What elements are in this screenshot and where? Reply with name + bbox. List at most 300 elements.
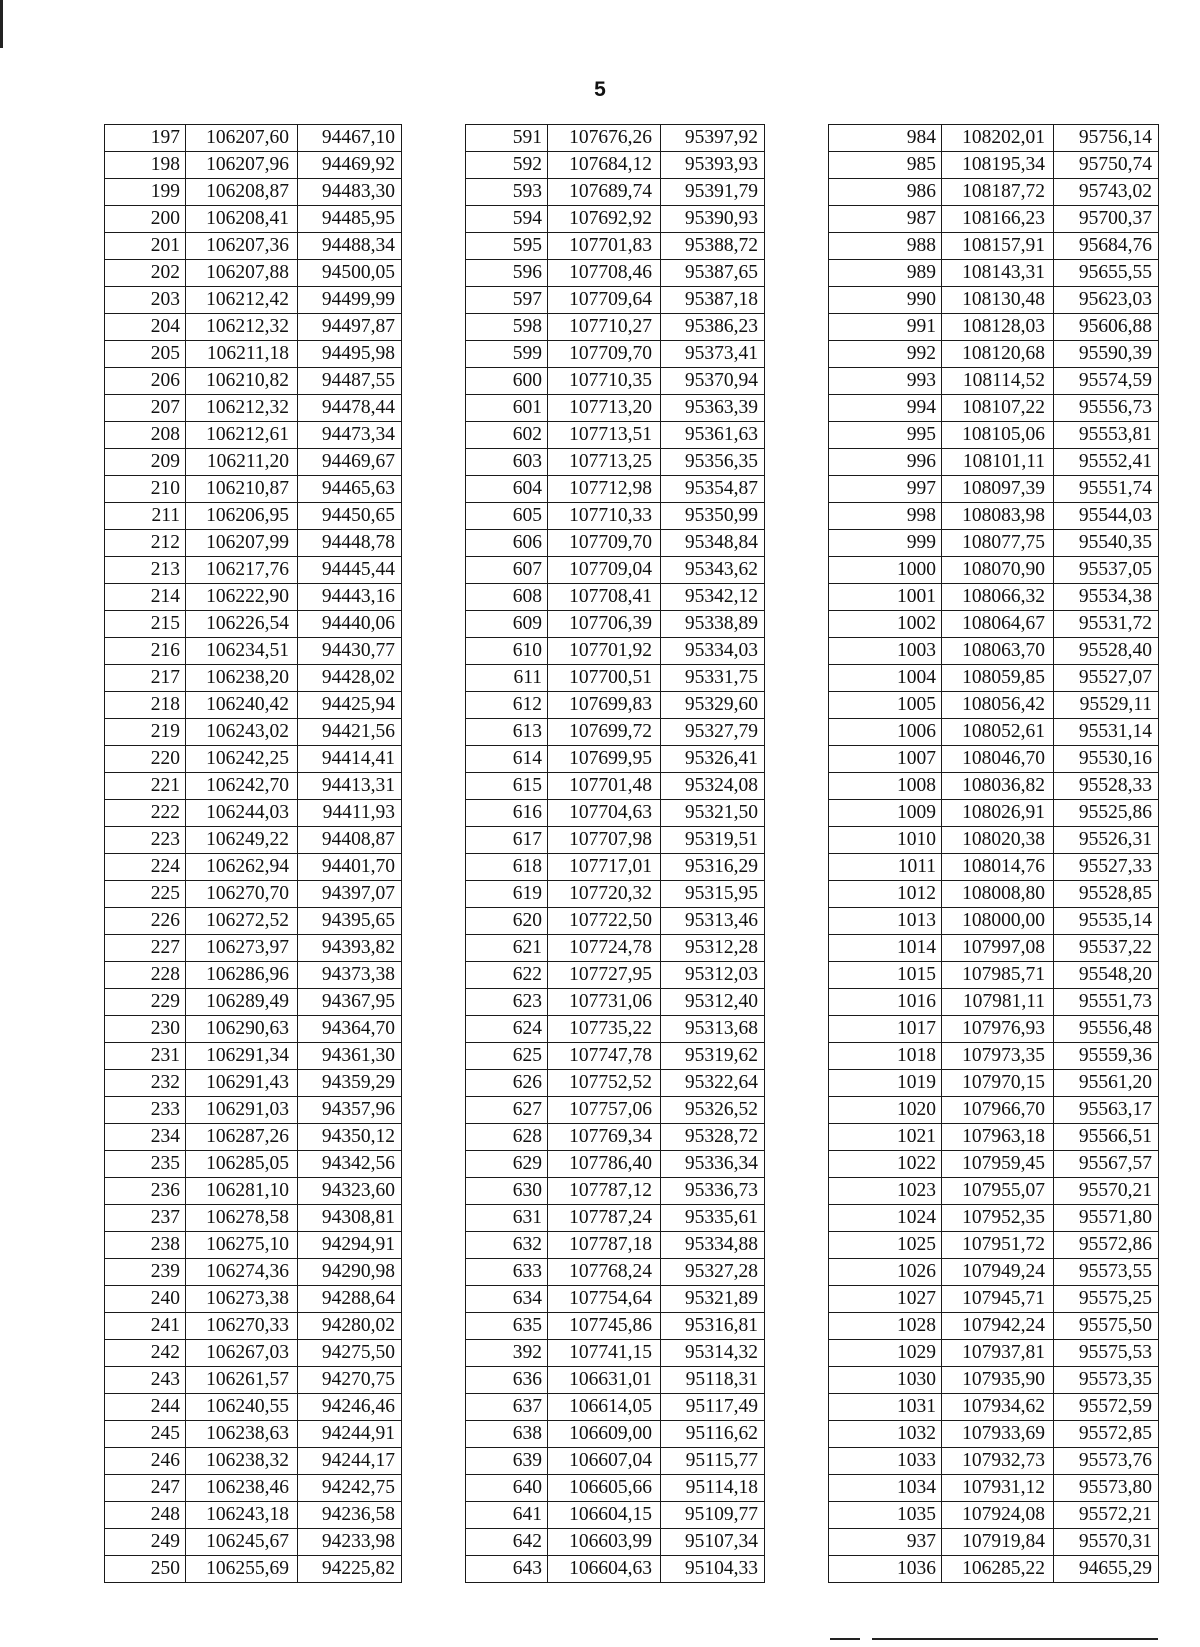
y-coordinate-cell: 95529,11: [1054, 692, 1159, 719]
point-number-cell: 985: [829, 152, 942, 179]
point-number-cell: 601: [466, 395, 548, 422]
point-number-cell: 213: [105, 557, 186, 584]
point-number-cell: 247: [105, 1475, 186, 1502]
x-coordinate-cell: 106631,01: [548, 1367, 661, 1394]
table-row: [105, 1286, 402, 1313]
point-number-cell: 231: [105, 1043, 186, 1070]
table-row: [105, 206, 402, 233]
x-coordinate-cell: 107933,69: [942, 1421, 1054, 1448]
point-number-cell: 210: [105, 476, 186, 503]
table-row: [105, 287, 402, 314]
point-number-cell: 999: [829, 530, 942, 557]
x-coordinate-cell: 108128,03: [942, 314, 1054, 341]
point-number-cell: 612: [466, 692, 548, 719]
table-row: [466, 503, 765, 530]
y-coordinate-cell: 94414,41: [298, 746, 402, 773]
point-number-cell: 211: [105, 503, 186, 530]
point-number-cell: 987: [829, 206, 942, 233]
point-number-cell: 635: [466, 1313, 548, 1340]
table-row: [105, 1340, 402, 1367]
point-number-cell: 240: [105, 1286, 186, 1313]
y-coordinate-cell: 95551,74: [1054, 476, 1159, 503]
y-coordinate-cell: 94430,77: [298, 638, 402, 665]
table-row: [105, 908, 402, 935]
point-number-cell: 1002: [829, 611, 942, 638]
table-row: [466, 854, 765, 881]
y-coordinate-cell: 95561,20: [1054, 1070, 1159, 1097]
table-row: [829, 611, 1159, 638]
table-row: [829, 773, 1159, 800]
x-coordinate-cell: 108083,98: [942, 503, 1054, 530]
point-number-cell: 1000: [829, 557, 942, 584]
y-coordinate-cell: 95313,46: [661, 908, 765, 935]
table-row: [105, 1367, 402, 1394]
x-coordinate-cell: 107752,52: [548, 1070, 661, 1097]
x-coordinate-cell: 107973,35: [942, 1043, 1054, 1070]
y-coordinate-cell: 95530,16: [1054, 746, 1159, 773]
point-number-cell: 223: [105, 827, 186, 854]
point-number-cell: 608: [466, 584, 548, 611]
table-row: [829, 260, 1159, 287]
y-coordinate-cell: 95329,60: [661, 692, 765, 719]
table-row: [829, 1259, 1159, 1286]
x-coordinate-cell: 106212,42: [186, 287, 298, 314]
y-coordinate-cell: 95107,34: [661, 1529, 765, 1556]
y-coordinate-cell: 95116,62: [661, 1421, 765, 1448]
point-number-cell: 242: [105, 1340, 186, 1367]
point-number-cell: 610: [466, 638, 548, 665]
y-coordinate-cell: 95573,76: [1054, 1448, 1159, 1475]
table-row: [105, 1205, 402, 1232]
point-number-cell: 986: [829, 179, 942, 206]
table-row: [466, 1124, 765, 1151]
x-coordinate-cell: 107997,08: [942, 935, 1054, 962]
point-number-cell: 984: [829, 125, 942, 152]
x-coordinate-cell: 107951,72: [942, 1232, 1054, 1259]
x-coordinate-cell: 107787,18: [548, 1232, 661, 1259]
table-row: [466, 341, 765, 368]
point-number-cell: 226: [105, 908, 186, 935]
table-row: [105, 1016, 402, 1043]
point-number-cell: 622: [466, 962, 548, 989]
x-coordinate-cell: 106273,38: [186, 1286, 298, 1313]
y-coordinate-cell: 94469,92: [298, 152, 402, 179]
y-coordinate-cell: 94270,75: [298, 1367, 402, 1394]
y-coordinate-cell: 94290,98: [298, 1259, 402, 1286]
x-coordinate-cell: 108120,68: [942, 341, 1054, 368]
point-number-cell: 632: [466, 1232, 548, 1259]
table-row: [829, 935, 1159, 962]
point-number-cell: 204: [105, 314, 186, 341]
y-coordinate-cell: 94308,81: [298, 1205, 402, 1232]
point-number-cell: 625: [466, 1043, 548, 1070]
x-coordinate-cell: 106238,20: [186, 665, 298, 692]
y-coordinate-cell: 94393,82: [298, 935, 402, 962]
y-coordinate-cell: 95336,34: [661, 1151, 765, 1178]
table-row: [829, 1178, 1159, 1205]
point-number-cell: 207: [105, 395, 186, 422]
point-number-cell: 237: [105, 1205, 186, 1232]
table-row: [829, 341, 1159, 368]
point-number-cell: 606: [466, 530, 548, 557]
point-number-cell: 221: [105, 773, 186, 800]
point-number-cell: 1013: [829, 908, 942, 935]
y-coordinate-cell: 94467,10: [298, 125, 402, 152]
y-coordinate-cell: 95334,03: [661, 638, 765, 665]
x-coordinate-cell: 106212,61: [186, 422, 298, 449]
point-number-cell: 230: [105, 1016, 186, 1043]
table-row: [829, 746, 1159, 773]
x-coordinate-cell: 107709,64: [548, 287, 661, 314]
point-number-cell: 604: [466, 476, 548, 503]
y-coordinate-cell: 94359,29: [298, 1070, 402, 1097]
point-number-cell: 623: [466, 989, 548, 1016]
point-number-cell: 1036: [829, 1556, 942, 1583]
x-coordinate-cell: 106208,41: [186, 206, 298, 233]
x-coordinate-cell: 107985,71: [942, 962, 1054, 989]
point-number-cell: 232: [105, 1070, 186, 1097]
x-coordinate-cell: 108026,91: [942, 800, 1054, 827]
point-number-cell: 596: [466, 260, 548, 287]
table-row: [829, 503, 1159, 530]
table-row: [466, 692, 765, 719]
point-number-cell: 1016: [829, 989, 942, 1016]
y-coordinate-cell: 95750,74: [1054, 152, 1159, 179]
y-coordinate-cell: 95342,12: [661, 584, 765, 611]
x-coordinate-cell: 108077,75: [942, 530, 1054, 557]
y-coordinate-cell: 95313,68: [661, 1016, 765, 1043]
table-row: [829, 854, 1159, 881]
table-row: [466, 476, 765, 503]
point-number-cell: 246: [105, 1448, 186, 1475]
y-coordinate-cell: 95573,35: [1054, 1367, 1159, 1394]
y-coordinate-cell: 95314,32: [661, 1340, 765, 1367]
table-row: [829, 314, 1159, 341]
x-coordinate-cell: 107701,48: [548, 773, 661, 800]
point-number-cell: 642: [466, 1529, 548, 1556]
x-coordinate-cell: 107722,50: [548, 908, 661, 935]
x-coordinate-cell: 107713,20: [548, 395, 661, 422]
y-coordinate-cell: 95335,61: [661, 1205, 765, 1232]
table-row: [829, 638, 1159, 665]
x-coordinate-cell: 106285,22: [942, 1556, 1054, 1583]
point-number-cell: 392: [466, 1340, 548, 1367]
y-coordinate-cell: 95373,41: [661, 341, 765, 368]
x-coordinate-cell: 106211,20: [186, 449, 298, 476]
y-coordinate-cell: 94443,16: [298, 584, 402, 611]
point-number-cell: 233: [105, 1097, 186, 1124]
table-row: [829, 1421, 1159, 1448]
table-row: [105, 827, 402, 854]
table-row: [105, 233, 402, 260]
x-coordinate-cell: 108056,42: [942, 692, 1054, 719]
x-coordinate-cell: 106609,00: [548, 1421, 661, 1448]
table-row: [466, 530, 765, 557]
table-row: [105, 503, 402, 530]
table-row: [466, 719, 765, 746]
table-row: [829, 152, 1159, 179]
y-coordinate-cell: 94244,91: [298, 1421, 402, 1448]
table-row: [466, 935, 765, 962]
y-coordinate-cell: 94361,30: [298, 1043, 402, 1070]
x-coordinate-cell: 108046,70: [942, 746, 1054, 773]
point-number-cell: 593: [466, 179, 548, 206]
table-row: [466, 1232, 765, 1259]
table-row: [466, 1529, 765, 1556]
x-coordinate-cell: 108059,85: [942, 665, 1054, 692]
point-number-cell: 1001: [829, 584, 942, 611]
point-number-cell: 249: [105, 1529, 186, 1556]
table-row: [829, 476, 1159, 503]
y-coordinate-cell: 94448,78: [298, 530, 402, 557]
footer-rule-long: [872, 1638, 1158, 1640]
table-row: [105, 692, 402, 719]
y-coordinate-cell: 95328,72: [661, 1124, 765, 1151]
table-row: [466, 422, 765, 449]
point-number-cell: 250: [105, 1556, 186, 1583]
x-coordinate-cell: 107745,86: [548, 1313, 661, 1340]
point-number-cell: 1025: [829, 1232, 942, 1259]
y-coordinate-cell: 94397,07: [298, 881, 402, 908]
x-coordinate-cell: 106243,02: [186, 719, 298, 746]
table-row: [105, 665, 402, 692]
point-number-cell: 998: [829, 503, 942, 530]
table-row: [829, 989, 1159, 1016]
y-coordinate-cell: 94495,98: [298, 341, 402, 368]
x-coordinate-cell: 107934,62: [942, 1394, 1054, 1421]
y-coordinate-cell: 95756,14: [1054, 125, 1159, 152]
x-coordinate-cell: 106270,33: [186, 1313, 298, 1340]
x-coordinate-cell: 108166,23: [942, 206, 1054, 233]
point-number-cell: 992: [829, 341, 942, 368]
point-number-cell: 989: [829, 260, 942, 287]
y-coordinate-cell: 95324,08: [661, 773, 765, 800]
page-number: 5: [594, 78, 606, 101]
y-coordinate-cell: 95527,07: [1054, 665, 1159, 692]
table-row: [829, 1286, 1159, 1313]
table-row: [466, 1367, 765, 1394]
point-number-cell: 203: [105, 287, 186, 314]
x-coordinate-cell: 106240,42: [186, 692, 298, 719]
x-coordinate-cell: 106234,51: [186, 638, 298, 665]
y-coordinate-cell: 95312,28: [661, 935, 765, 962]
point-number-cell: 1014: [829, 935, 942, 962]
x-coordinate-cell: 107708,46: [548, 260, 661, 287]
y-coordinate-cell: 94487,55: [298, 368, 402, 395]
x-coordinate-cell: 108187,72: [942, 179, 1054, 206]
x-coordinate-cell: 108064,67: [942, 611, 1054, 638]
table-row: [829, 1097, 1159, 1124]
y-coordinate-cell: 95544,03: [1054, 503, 1159, 530]
point-number-cell: 1008: [829, 773, 942, 800]
point-number-cell: 637: [466, 1394, 548, 1421]
table-row: [105, 1043, 402, 1070]
point-number-cell: 216: [105, 638, 186, 665]
point-number-cell: 214: [105, 584, 186, 611]
x-coordinate-cell: 108036,82: [942, 773, 1054, 800]
x-coordinate-cell: 107709,04: [548, 557, 661, 584]
point-number-cell: 1027: [829, 1286, 942, 1313]
y-coordinate-cell: 95534,38: [1054, 584, 1159, 611]
table-row: [829, 1232, 1159, 1259]
table-row: [105, 935, 402, 962]
x-coordinate-cell: 107720,32: [548, 881, 661, 908]
x-coordinate-cell: 107945,71: [942, 1286, 1054, 1313]
point-number-cell: 629: [466, 1151, 548, 1178]
x-coordinate-cell: 106212,32: [186, 314, 298, 341]
y-coordinate-cell: 95548,20: [1054, 962, 1159, 989]
table-row: [466, 1502, 765, 1529]
x-coordinate-cell: 107757,06: [548, 1097, 661, 1124]
x-coordinate-cell: 107710,33: [548, 503, 661, 530]
table-row: [466, 827, 765, 854]
y-coordinate-cell: 94408,87: [298, 827, 402, 854]
table-row: [829, 584, 1159, 611]
table-row: [105, 1448, 402, 1475]
table-row: [829, 449, 1159, 476]
table-row: [466, 962, 765, 989]
point-number-cell: 205: [105, 341, 186, 368]
table-row: [829, 1043, 1159, 1070]
x-coordinate-cell: 107959,45: [942, 1151, 1054, 1178]
point-number-cell: 200: [105, 206, 186, 233]
y-coordinate-cell: 95531,14: [1054, 719, 1159, 746]
x-coordinate-cell: 106217,76: [186, 557, 298, 584]
point-number-cell: 212: [105, 530, 186, 557]
point-number-cell: 1003: [829, 638, 942, 665]
x-coordinate-cell: 106604,63: [548, 1556, 661, 1583]
point-number-cell: 636: [466, 1367, 548, 1394]
point-number-cell: 631: [466, 1205, 548, 1232]
x-coordinate-cell: 108143,31: [942, 260, 1054, 287]
x-coordinate-cell: 107935,90: [942, 1367, 1054, 1394]
x-coordinate-cell: 107966,70: [942, 1097, 1054, 1124]
point-number-cell: 613: [466, 719, 548, 746]
x-coordinate-cell: 106249,22: [186, 827, 298, 854]
x-coordinate-cell: 106212,32: [186, 395, 298, 422]
y-coordinate-cell: 95556,48: [1054, 1016, 1159, 1043]
point-number-cell: 215: [105, 611, 186, 638]
point-number-cell: 628: [466, 1124, 548, 1151]
x-coordinate-cell: 106255,69: [186, 1556, 298, 1583]
table-row: [105, 854, 402, 881]
table-row: [105, 395, 402, 422]
y-coordinate-cell: 95334,88: [661, 1232, 765, 1259]
x-coordinate-cell: 108070,90: [942, 557, 1054, 584]
point-number-cell: 639: [466, 1448, 548, 1475]
point-number-cell: 598: [466, 314, 548, 341]
y-coordinate-cell: 95573,80: [1054, 1475, 1159, 1502]
table-row: [466, 746, 765, 773]
point-number-cell: 643: [466, 1556, 548, 1583]
x-coordinate-cell: 108066,32: [942, 584, 1054, 611]
point-number-cell: 1009: [829, 800, 942, 827]
point-number-cell: 1018: [829, 1043, 942, 1070]
x-coordinate-cell: 108130,48: [942, 287, 1054, 314]
x-coordinate-cell: 106206,95: [186, 503, 298, 530]
x-coordinate-cell: 107727,95: [548, 962, 661, 989]
y-coordinate-cell: 95326,52: [661, 1097, 765, 1124]
point-number-cell: 600: [466, 368, 548, 395]
x-coordinate-cell: 106210,82: [186, 368, 298, 395]
x-coordinate-cell: 106262,94: [186, 854, 298, 881]
y-coordinate-cell: 95327,79: [661, 719, 765, 746]
x-coordinate-cell: 106604,15: [548, 1502, 661, 1529]
point-number-cell: 1029: [829, 1340, 942, 1367]
y-coordinate-cell: 94288,64: [298, 1286, 402, 1313]
x-coordinate-cell: 107949,24: [942, 1259, 1054, 1286]
table-row: [105, 962, 402, 989]
table-row: [466, 152, 765, 179]
x-coordinate-cell: 108202,01: [942, 125, 1054, 152]
table-row: [466, 1097, 765, 1124]
x-coordinate-cell: 106240,55: [186, 1394, 298, 1421]
y-coordinate-cell: 95535,14: [1054, 908, 1159, 935]
y-coordinate-cell: 95623,03: [1054, 287, 1159, 314]
y-coordinate-cell: 95552,41: [1054, 449, 1159, 476]
y-coordinate-cell: 94655,29: [1054, 1556, 1159, 1583]
x-coordinate-cell: 108105,06: [942, 422, 1054, 449]
x-coordinate-cell: 106207,88: [186, 260, 298, 287]
point-number-cell: 1030: [829, 1367, 942, 1394]
table-row: [105, 584, 402, 611]
point-number-cell: 1033: [829, 1448, 942, 1475]
point-number-cell: 208: [105, 422, 186, 449]
x-coordinate-cell: 107731,06: [548, 989, 661, 1016]
x-coordinate-cell: 108107,22: [942, 395, 1054, 422]
x-coordinate-cell: 107741,15: [548, 1340, 661, 1367]
y-coordinate-cell: 95338,89: [661, 611, 765, 638]
point-number-cell: 222: [105, 800, 186, 827]
y-coordinate-cell: 95343,62: [661, 557, 765, 584]
x-coordinate-cell: 106614,05: [548, 1394, 661, 1421]
x-coordinate-cell: 106291,43: [186, 1070, 298, 1097]
point-number-cell: 1026: [829, 1259, 942, 1286]
table-row: [829, 1394, 1159, 1421]
y-coordinate-cell: 94469,67: [298, 449, 402, 476]
x-coordinate-cell: 106242,70: [186, 773, 298, 800]
y-coordinate-cell: 95573,55: [1054, 1259, 1159, 1286]
table-row: [105, 314, 402, 341]
y-coordinate-cell: 95319,62: [661, 1043, 765, 1070]
x-coordinate-cell: 107704,63: [548, 800, 661, 827]
point-number-cell: 239: [105, 1259, 186, 1286]
y-coordinate-cell: 95387,18: [661, 287, 765, 314]
point-number-cell: 993: [829, 368, 942, 395]
y-coordinate-cell: 94275,50: [298, 1340, 402, 1367]
table-row: [829, 1529, 1159, 1556]
x-coordinate-cell: 107937,81: [942, 1340, 1054, 1367]
table-row: [105, 1421, 402, 1448]
point-number-cell: 619: [466, 881, 548, 908]
y-coordinate-cell: 95109,77: [661, 1502, 765, 1529]
x-coordinate-cell: 107712,98: [548, 476, 661, 503]
table-row: [105, 1529, 402, 1556]
x-coordinate-cell: 107724,78: [548, 935, 661, 962]
y-coordinate-cell: 95356,35: [661, 449, 765, 476]
point-number-cell: 235: [105, 1151, 186, 1178]
y-coordinate-cell: 94428,02: [298, 665, 402, 692]
table-row: [466, 395, 765, 422]
y-coordinate-cell: 94244,17: [298, 1448, 402, 1475]
x-coordinate-cell: 106291,34: [186, 1043, 298, 1070]
table-row: [105, 1151, 402, 1178]
table-row: [105, 1232, 402, 1259]
table-row: [466, 179, 765, 206]
table-row: [829, 1313, 1159, 1340]
table-row: [105, 719, 402, 746]
table-row: [829, 665, 1159, 692]
